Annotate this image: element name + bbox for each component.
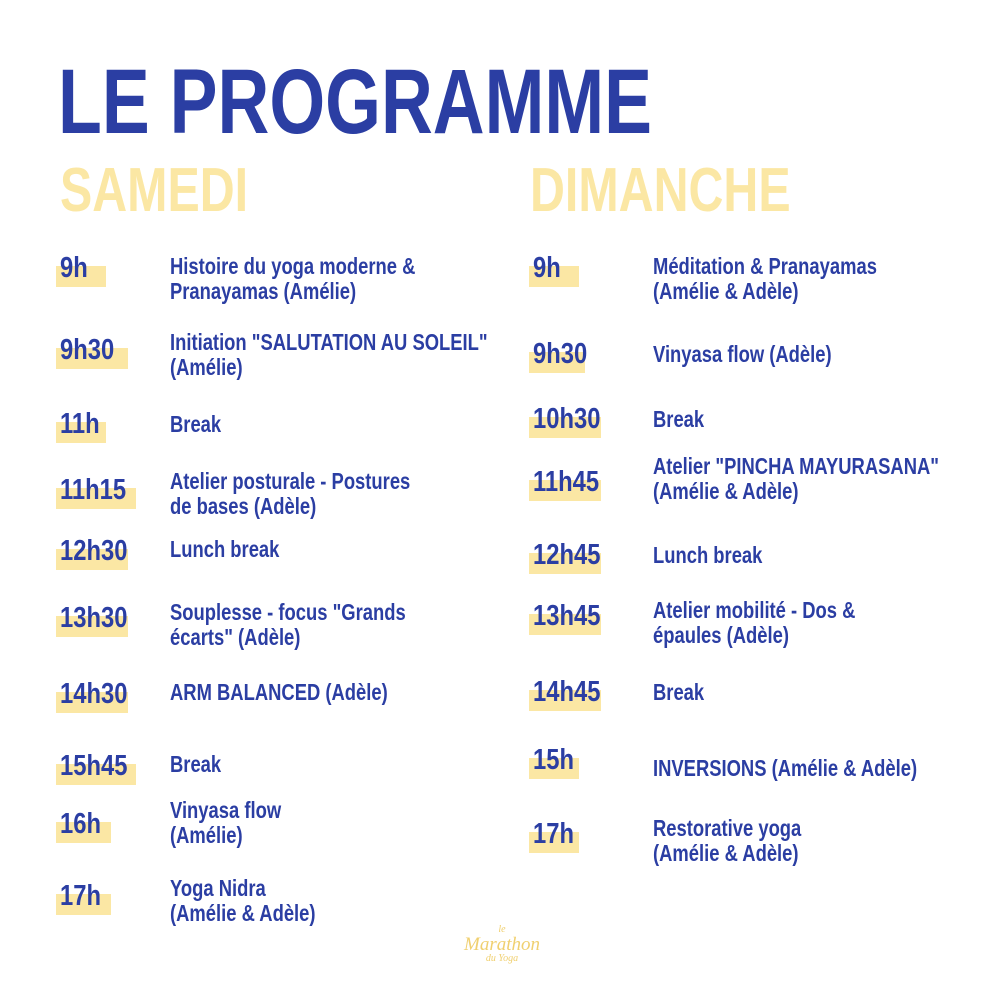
session-line: Initiation "SALUTATION AU SOLEIL" [170, 329, 488, 355]
sunday-time: 14h45 [533, 676, 601, 708]
sunday-session [653, 254, 877, 304]
sunday-time: 11h45 [533, 466, 600, 498]
saturday-time: 13h30 [60, 602, 128, 634]
session-line: Break [170, 411, 222, 437]
session-line: Atelier mobilité - Dos & [653, 597, 856, 623]
session-line: Vinyasa flow [170, 797, 282, 823]
logo-text-middle: Marathon [464, 934, 540, 955]
logo-text-top: le [498, 924, 506, 935]
sunday-time: 15h [533, 744, 574, 776]
marathon-du-yoga-logo [462, 925, 542, 964]
session-line: Lunch break [653, 542, 763, 568]
saturday-session [170, 254, 415, 304]
sunday-session [653, 454, 939, 504]
session-line: Vinyasa flow (Adèle) [653, 341, 832, 367]
saturday-time: 9h [60, 252, 88, 284]
saturday-time: 12h30 [60, 535, 128, 567]
saturday-session [170, 600, 406, 650]
sunday-session [653, 407, 704, 432]
session-line: Break [170, 751, 222, 777]
session-line: INVERSIONS (Amélie & Adèle) [653, 755, 918, 781]
session-line: (Amélie) [170, 822, 243, 848]
saturday-session [170, 876, 316, 926]
session-line: Break [653, 679, 705, 705]
session-line: (Amélie & Adèle) [653, 278, 799, 304]
saturday-heading: SAMEDI [60, 156, 249, 225]
sunday-time: 9h [533, 252, 561, 284]
saturday-time: 16h [60, 808, 101, 840]
session-line: Pranayamas (Amélie) [170, 278, 357, 304]
saturday-time: 11h [60, 408, 100, 440]
session-line: Histoire du yoga moderne & [170, 253, 416, 279]
saturday-time: 15h45 [60, 750, 128, 782]
sunday-session [653, 598, 855, 648]
session-line: Atelier posturale - Postures [170, 468, 411, 494]
saturday-time: 14h30 [60, 678, 128, 710]
saturday-session [170, 330, 488, 380]
sunday-time: 12h45 [533, 539, 601, 571]
session-line: Souplesse - focus "Grands [170, 599, 406, 625]
session-line: (Amélie) [170, 354, 243, 380]
page-title: LE PROGRAMME [58, 51, 653, 153]
saturday-session [170, 798, 281, 848]
session-line: Atelier "PINCHA MAYURASANA" [653, 453, 939, 479]
saturday-time: 9h30 [60, 334, 115, 366]
sunday-time: 13h45 [533, 600, 601, 632]
session-line: Méditation & Pranayamas [653, 253, 877, 279]
session-line: de bases (Adèle) [170, 493, 317, 519]
session-line: épaules (Adèle) [653, 622, 789, 648]
sunday-session [653, 680, 704, 705]
saturday-time: 11h15 [60, 474, 127, 506]
saturday-session [170, 412, 221, 437]
sunday-time: 9h30 [533, 338, 588, 370]
sunday-time: 10h30 [533, 403, 601, 435]
sunday-time: 17h [533, 818, 574, 850]
session-line: ARM BALANCED (Adèle) [170, 679, 388, 705]
sunday-session [653, 816, 801, 866]
session-line: Break [653, 406, 705, 432]
sunday-heading: DIMANCHE [530, 156, 791, 225]
sunday-session [653, 543, 762, 568]
session-line: Yoga Nidra [170, 875, 266, 901]
saturday-session [170, 680, 388, 705]
saturday-session [170, 537, 279, 562]
session-line: Lunch break [170, 536, 280, 562]
session-line: écarts" (Adèle) [170, 624, 301, 650]
session-line: (Amélie & Adèle) [653, 840, 799, 866]
session-line: (Amélie & Adèle) [170, 900, 316, 926]
saturday-session [170, 469, 410, 519]
sunday-session [653, 342, 832, 367]
session-line: Restorative yoga [653, 815, 802, 841]
logo-text-bottom: du Yoga [485, 953, 519, 964]
saturday-session [170, 752, 221, 777]
sunday-session [653, 756, 917, 781]
session-line: (Amélie & Adèle) [653, 478, 799, 504]
saturday-time: 17h [60, 880, 101, 912]
